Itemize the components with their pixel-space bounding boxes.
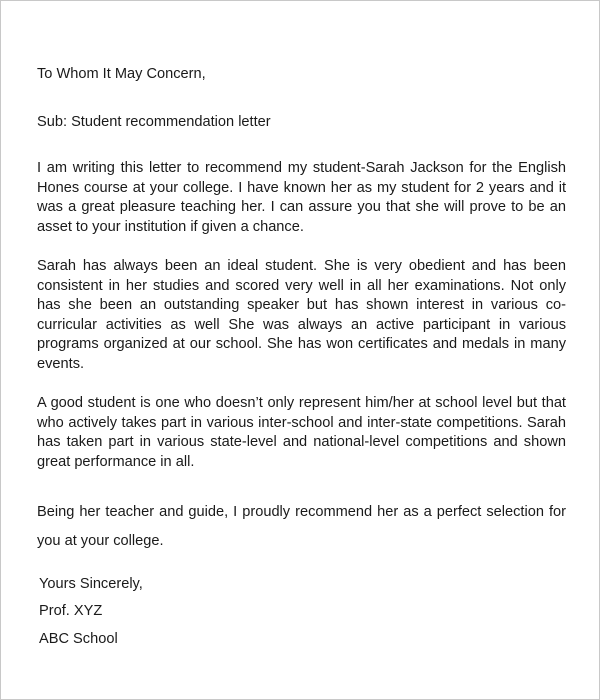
paragraph-competitions: A good student is one who doesn’t only represent him/her at school level but that who actively takes part in various inter-school and inter-state competitions. Sarah has taken part in various state-level and national-level competitions and shown great performance in all. [37,395,566,470]
paragraph-recommendation: Being her teacher and guide, I proudly recommend her as a perfect selection for you at your college. [37,504,566,549]
paragraph-introduction: I am writing this letter to recommend my student-Sarah Jackson for the English Hones course at your college. I have known her as my student for 2 years and it was a great pleasure teaching her. I can assure you that she will prove to be an asset to your institution if given a chance. [37,160,566,235]
paragraph-achievements: Sarah has always been an ideal student. She is very obedient and has been consistent in her studies and scored very well in all her examinations. Not only has she been an outstanding speaker but has shown interest in various co-curricular activities as well She was always an active participant in various programs organized at our school. She has won certificates and medals in many events. [37,258,566,372]
closing-phrase: Yours Sincerely, [39,576,143,592]
signer-name: Prof. XYZ [39,603,103,619]
signer-organization: ABC School [39,631,118,647]
subject-line: Sub: Student recommendation letter [37,114,271,130]
salutation: To Whom It May Concern, [37,66,206,82]
